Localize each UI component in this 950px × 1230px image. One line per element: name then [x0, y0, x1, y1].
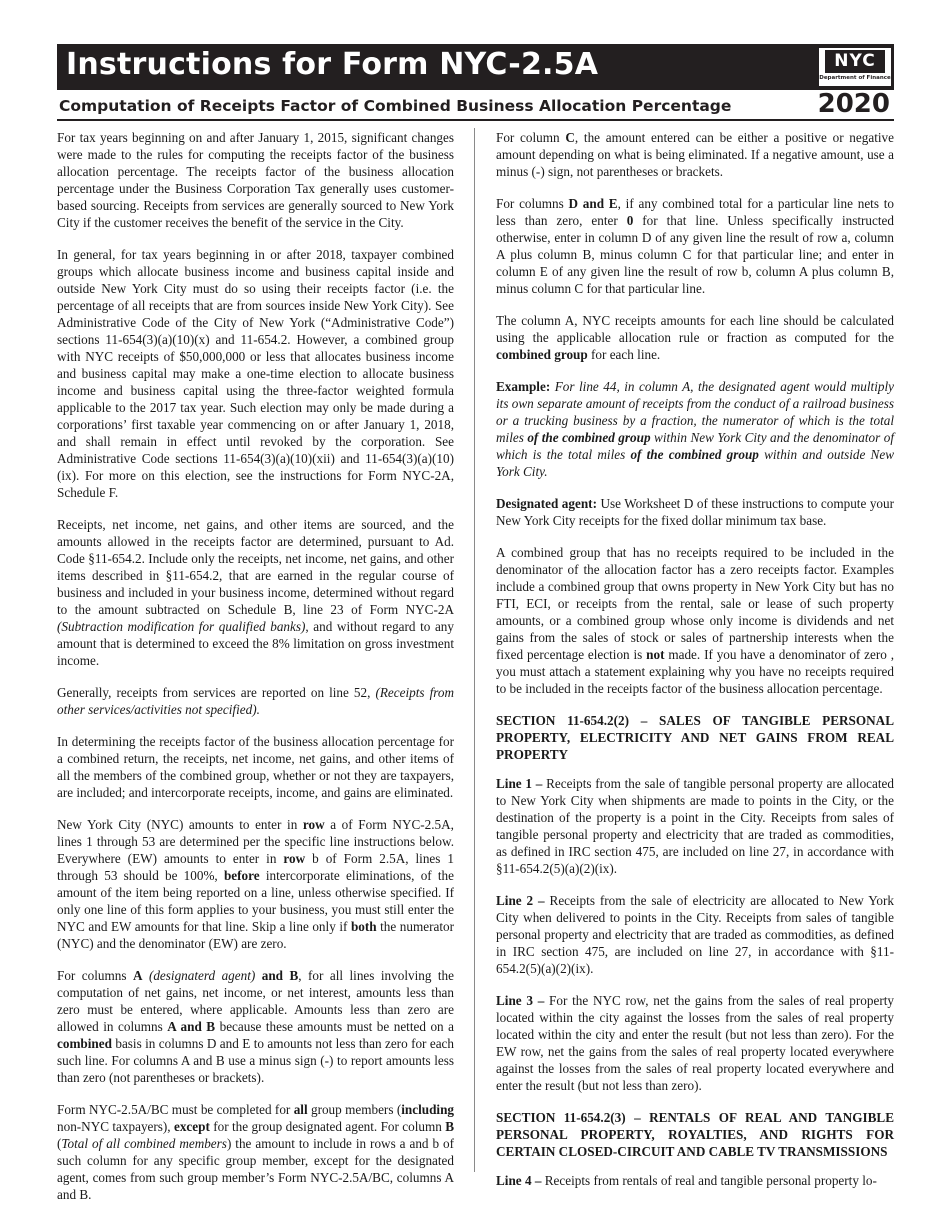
page-title: Instructions for Form NYC-2.5A [66, 47, 599, 82]
paragraph: In general, for tax years beginning in or after 2018, taxpayer combined groups which allocate business income and business capital inside and outside New York City must do so using their receipts factor (i.e. the percentage of all receipts that are from sources inside New York City). See Administrative Code of the City of New York (“Administrative Code”) sections 11-654(3)(a)(10)(x) and 11-654.2. However, a combined group with NYC receipts of $50,000,000 or less that allocates business income and business capital may make a one-time election to allocate business income and business capital using the three-factor weighted formula applicable to the 2017 tax year. Such election may only be made during a corporations’ first taxable year commencing on or after January 1, 2018, and shall remain in effect until revoked by the corporation. See Administrative Code sections 11-654(3)(a)(10)(xii) and 11-654(3)(a)(10)(ix). For more on this election, see the instructions for Form NYC-2A, Schedule F. [57, 247, 454, 500]
section-heading: SECTION 11-654.2(3) – RENTALS OF REAL AND TANGIBLE PERSONAL PROPERTY, ROYALTIES, AND RIGHTS FOR CERTAIN CLOSED-CIRCUIT AND CABLE TV TRANSMISSIONS [496, 1110, 894, 1159]
line-instruction: Line 1 – Receipts from the sale of tangible personal property are allocated to New York City when shipments are made to points in the City, or the destination of the property is a point in the City. Receipts from sales of tangible personal property and electricity that are traded as commodities, as defined in IRC section 475, are included on line 27, in accordance with §11-654.2(5)(a)(2)(ix). [496, 776, 894, 876]
header-rule [57, 119, 894, 121]
paragraph: New York City (NYC) amounts to enter in row a of Form NYC-2.5A, lines 1 through 53 are determined per the specific line instructions below. Everywhere (EW) amounts to enter in row b of Form 2.5A, lines 1 through 53 should be 100%, before intercorporate eliminations, of the amount of the item being reported on a line, unless otherwise specified. If only one line of this form applies to your business, you must still enter the NYC and EW amounts for that line. Skip a line only if both the numerator (NYC) and the denominator (EW) are zero. [57, 817, 454, 951]
paragraph: For columns A (designaterd agent) and B, for all lines involving the computation of net gains, net income, or net interest, amounts less than zero must be entered, where applicable. Amounts less than zero are allowed in columns A and B because these amounts must be netted on a combined basis in columns D and E to amounts not less than zero for each such line. For columns A and B use a minus sign (-) to report amounts less than zero (not parentheses or brackets). [57, 968, 455, 1085]
paragraph: For column C, the amount entered can be either a positive or negative amount depending on what is being eliminated. If a negative amount, use a minus (-) sign, not parentheses or brackets. [496, 130, 894, 179]
paragraph: Receipts, net income, net gains, and other items are sourced, and the amounts allowed in the receipts factor are determined, pursuant to Ad. Code §11-654.2. Include only the receipts, net income, net gains, and other items described in §11-654.2, that are earned in the regular course of business and included in your business income, determined without regard to the amount subtracted on Schedule B, line 23 of Form NYC-2A (Subtraction modification for qualified banks), and without regard to any amount that is determined to exceed the 8% limitation on gross investment income. [57, 517, 454, 668]
paragraph: Designated agent: Use Worksheet D of these instructions to compute your New York City receipts for the fixed dollar minimum tax base. [496, 496, 894, 528]
line-instruction: Line 3 – For the NYC row, net the gains from the sales of real property located within the city against the losses from the sales of real property located within the city and enter the result (but not less than zero). For the EW row, net the gains from the sales of real property located everywhere against the losses from the sales of real property located everywhere and enter the result (but not less than zero). [496, 993, 894, 1093]
tax-year: 2020 [817, 89, 890, 119]
paragraph: For tax years beginning on and after January 1, 2015, significant changes were made to the rules for computing the receipts factor of the business allocation percentage. The receipts factor of the business allocation percentage under the Business Corporation Tax generally uses customer-based sourcing. Receipts from services are generally sourced to New York City if the customer receives the benefit of the service in the City. [57, 130, 454, 230]
logo-subtext: Department of Finance [819, 75, 891, 81]
section-heading: SECTION 11-654.2(2) – SALES OF TANGIBLE PERSONAL PROPERTY, ELECTRICITY AND NET GAINS FROM REAL PROPERTY [496, 713, 894, 762]
paragraph: For columns D and E, if any combined total for a particular line nets to less than zero, enter 0 for that line. Unless specifically instructed otherwise, enter in column D of any given line the result of row a, column A plus column B, minus column C for that particular line; and enter in column E of any given line the result of row b, column A plus column B, minus column C for that particular line. [496, 196, 894, 296]
line-instruction: Line 2 – Receipts from the sale of electricity are allocated to New York City when delivered to points in the City. Receipts from sales of tangible personal property and electricity that are traded as commodities, as defined in IRC section 475, are included on line 27, in accordance with §11-654.2(5)(a)(2)(ix). [496, 893, 894, 976]
example-paragraph: Example: For line 44, in column A, the designated agent would multiply its own separate amount of receipts from the conduct of a railroad business or a trucking business by a fraction, the numerator of which is the total miles of the combined group within New York City and the denominator of which is the total miles of the combined group within and outside New York City. [496, 379, 894, 479]
page-subtitle: Computation of Receipts Factor of Combined Business Allocation Percentage [59, 97, 732, 115]
header-banner [57, 44, 894, 90]
nyc-finance-logo [819, 48, 891, 86]
left-column [57, 129, 454, 1203]
nyc-logo-mark: NYC [825, 50, 885, 73]
column-divider [474, 128, 475, 1172]
paragraph: Generally, receipts from services are reported on line 52, (Receipts from other services/activities not specified). [57, 685, 455, 717]
right-column [496, 129, 894, 1189]
line-instruction: Line 4 – Receipts from rentals of real and tangible personal property lo- [496, 1173, 877, 1188]
paragraph: The column A, NYC receipts amounts for each line should be calculated using the applicable allocation rule or fraction as computed for the combined group for each line. [496, 313, 894, 362]
paragraph: Form NYC-2.5A/BC must be completed for all group members (including non-NYC taxpayers), except for the group designated agent. For column B (Total of all combined members) the amount to include in rows a and b of such column for any specific group member, except for the designated agent, comes from such group member’s Form NYC-2.5A/BC, columns A and B. [57, 1102, 455, 1202]
paragraph: In determining the receipts factor of the business allocation percentage for a combined return, the receipts, net income, net gains, and other items of all the members of the combined group, whether or not they are taxpayers, are included; and intercorporate receipts, income, and gains are eliminated. [57, 734, 454, 800]
paragraph: A combined group that has no receipts required to be included in the denominator of the allocation factor has a zero receipts factor. Examples include a combined group that owns property in New York City but has no FTI, ECI, or receipts from the rental, sale or lease of such property amounts, or a combined group whose only income is dividends and net gains from the sales of stock or sales of partnership interests when the fixed percentage election is not made. If you have a denominator of zero , you must attach a statement explaining why you have no receipts required to be included in the receipts factor of the business allocation percentage. [496, 545, 895, 696]
